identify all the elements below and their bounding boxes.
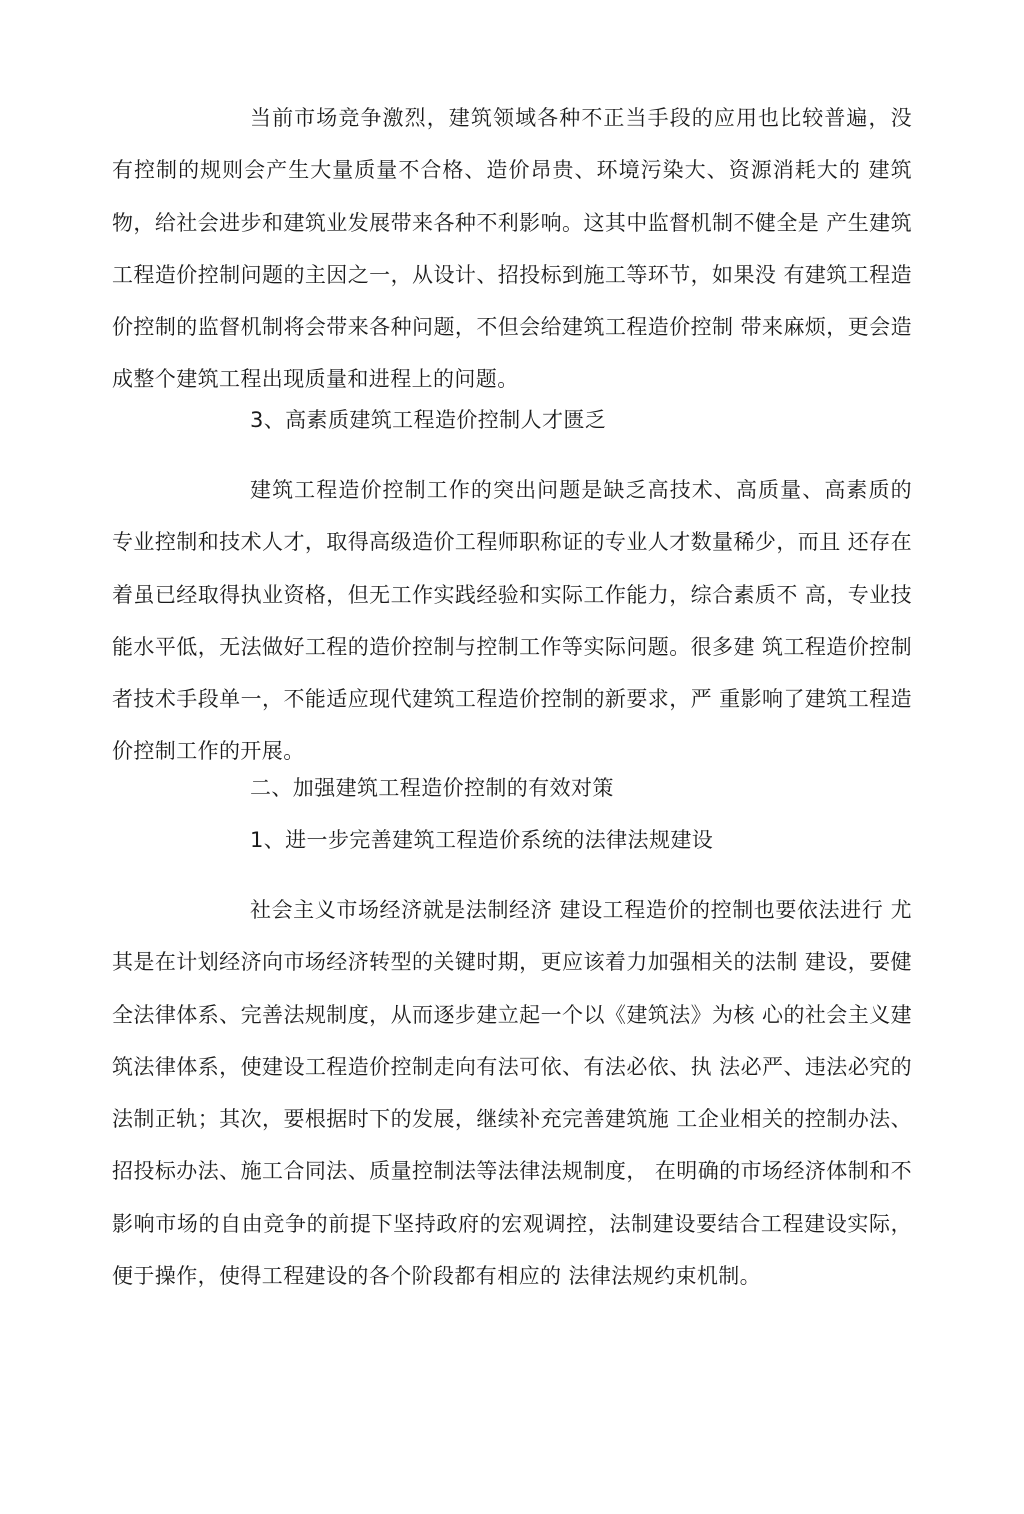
subsection-heading-legal-system: 1、进一步完善建筑工程造价系统的法律法规建设: [250, 828, 714, 852]
paragraph-supervision-mechanism: 当前市场竞争激烈，建筑领域各种不正当手段的应用也比较普遍，没有控制的规则会产生大量质量不合格、造价昂贵、环境污染大、资源消耗大的 建筑物，给社会进步和建筑业发展带来各种不利影响。这其中监督机制不健全是 产生建筑工程造价控制问题的主因之一，从设计、招投标到施工等环节，如果没 有建筑工程造价控制的监督机制将会带来各种问题，不但会给建筑工程造价控制 带来麻烦，更会造成整个建筑工程出现质量和进程上的问题。: [112, 106, 912, 392]
section-heading-countermeasures: 二、加强建筑工程造价控制的有效对策: [250, 776, 614, 800]
paragraph-legal-system: 社会主义市场经济就是法制经济 建设工程造价的控制也要依法进行 尤其是在计划经济向市场经济转型的关键时期，更应该着力加强相关的法制 建设，要健全法律体系、完善法规制度，从而逐步建立起一个以《建筑法》为核 心的社会主义建筑法律体系，使建设工程造价控制走向有法可依、有法必依、执 法必严、违法必究的法制正轨；其次，要根据时下的发展，继续补充完善建筑施 工企业相关的控制办法、招投标办法、施工合同法、质量控制法等法律法规制度， 在明确的市场经济体制和不影响市场的自由竞争的前提下坚持政府的宏观调控，法制建设要结合工程建设实际，便于操作，使得工程建设的各个阶段都有相应的 法律法规约束机制。: [112, 898, 912, 1289]
section-heading-talent-shortage: 3、高素质建筑工程造价控制人才匮乏: [250, 408, 607, 432]
paragraph-talent-shortage: 建筑工程造价控制工作的突出问题是缺乏高技术、高质量、高素质的专业控制和技术人才，取得高级造价工程师职称证的专业人才数量稀少，而且 还存在着虽已经取得执业资格，但无工作实践经验和实际工作能力，综合素质不 高，专业技能水平低，无法做好工程的造价控制与控制工作等实际问题。很多建 筑工程造价控制者技术手段单一，不能适应现代建筑工程造价控制的新要求，严 重影响了建筑工程造价控制工作的开展。: [112, 478, 912, 764]
